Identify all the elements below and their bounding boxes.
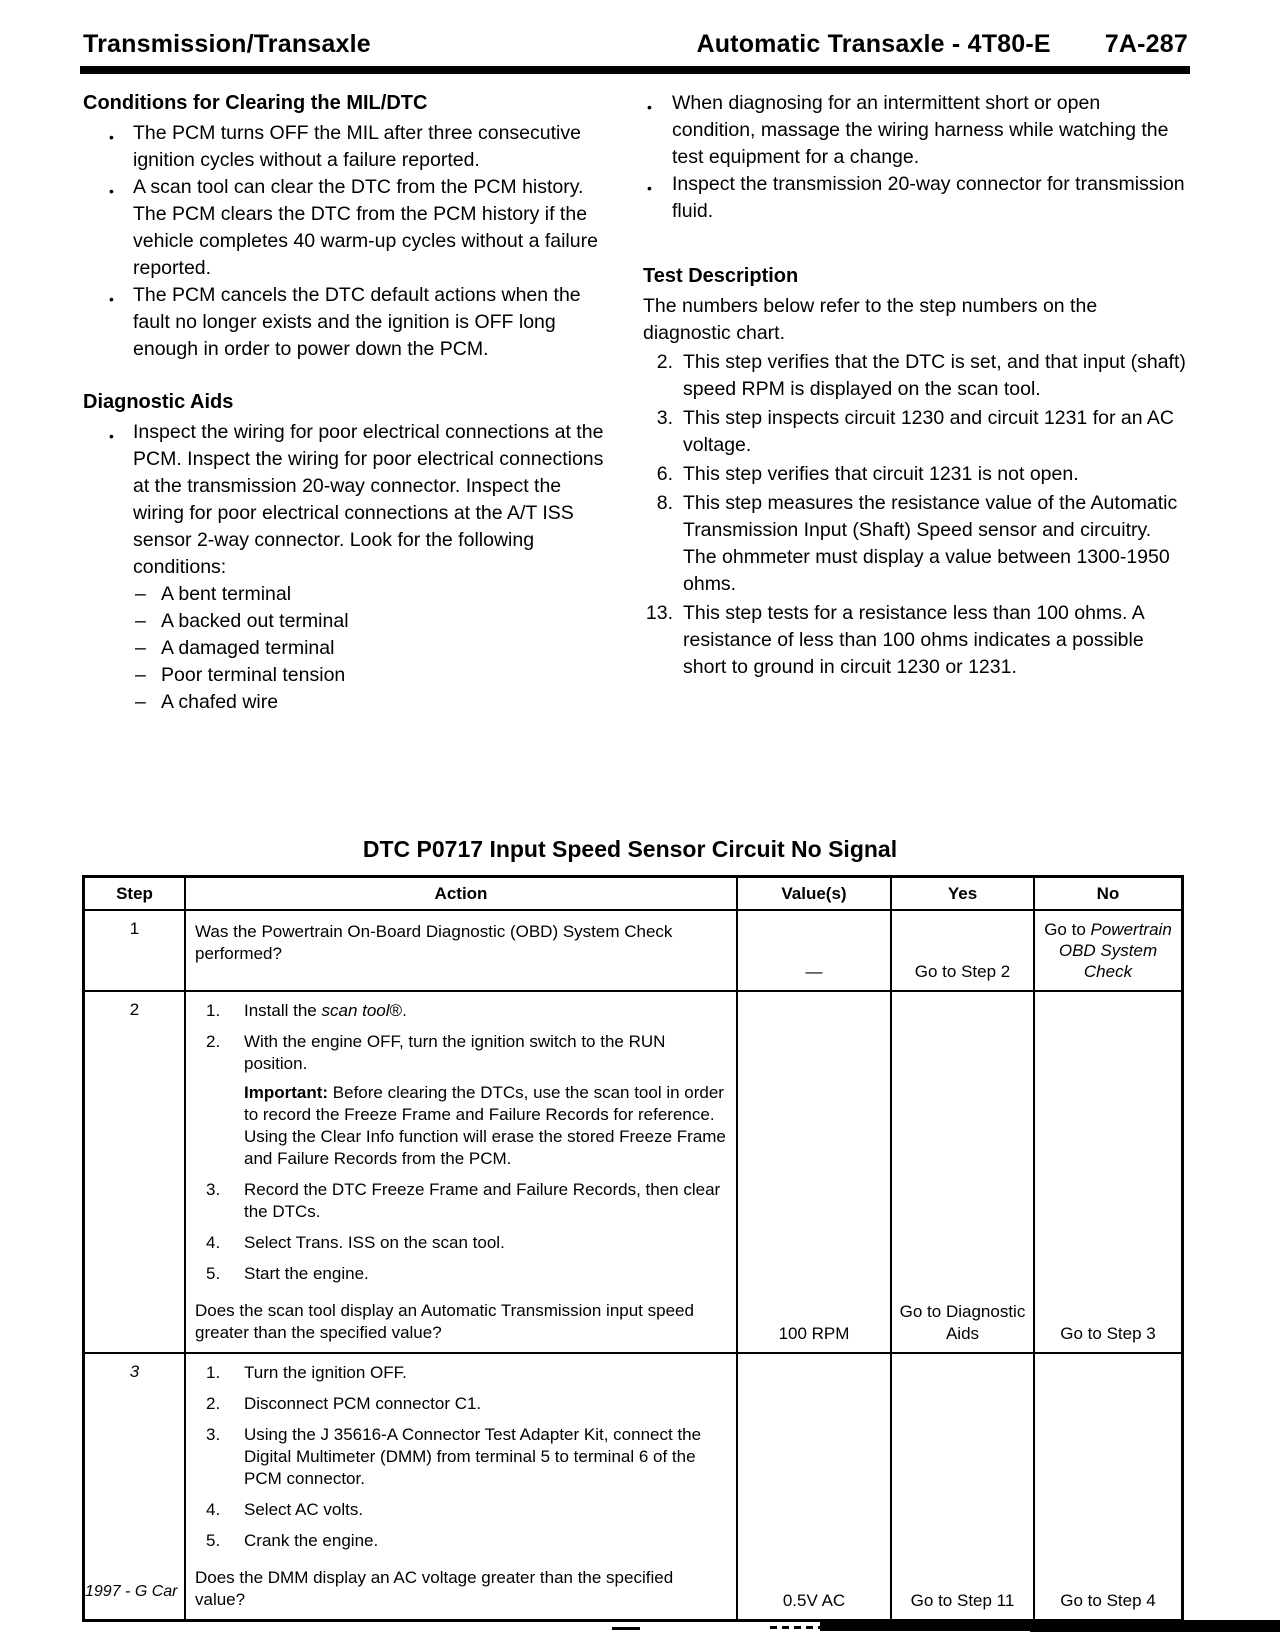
action-step-number: 1. — [206, 1001, 221, 1020]
action-step — [195, 1031, 726, 1170]
bullet-item — [643, 171, 1188, 225]
action-step-number: 3. — [206, 1425, 221, 1444]
action-step-text: Crank the engine. — [244, 1531, 379, 1550]
no-cell — [1033, 911, 1181, 990]
header-page-number: 7A-287 — [1104, 30, 1188, 58]
scan-artifact — [1030, 1620, 1280, 1632]
action-step-text: Record the DTC Freeze Frame and Failure Records, then clear the DTCs. — [244, 1180, 721, 1221]
col-header-values: Value(s) — [736, 878, 890, 909]
action-step-text: Select Trans. ISS on the scan tool. — [244, 1233, 505, 1252]
dash-icon: – — [135, 691, 146, 713]
dash-item — [135, 662, 615, 689]
action-step — [195, 1424, 726, 1490]
dash-icon: – — [135, 637, 146, 659]
test-step-text: This step tests for a resistance less than 100 ohms. A resistance of less than 100 ohms indicates a possible short to ground in circuit 1230 or 1231. — [683, 602, 1144, 678]
test-step-number: 8. — [656, 492, 673, 514]
no-text: Go to Step 4 — [1060, 1591, 1156, 1610]
dash-item — [135, 608, 615, 635]
step-cell: 1 — [129, 919, 140, 938]
action-step — [195, 1000, 726, 1022]
action-cell — [184, 911, 736, 990]
action-step — [195, 1362, 726, 1384]
bullet-text: When diagnosing for an intermittent short or open condition, massage the wiring harness while watching the test equipment for a change. — [672, 92, 1169, 168]
action-step-text: Install the scan tool®. — [244, 1001, 407, 1020]
action-step-number: 2. — [206, 1394, 221, 1413]
col-header-yes: Yes — [890, 878, 1033, 909]
header-doc-title: Automatic Transaxle - 4T80-E — [696, 30, 1051, 58]
bullet-item — [83, 419, 615, 581]
step-cell: 2 — [129, 1000, 140, 1019]
dash-item — [135, 581, 615, 608]
action-step-number: 4. — [206, 1500, 221, 1519]
yes-cell — [890, 992, 1033, 1352]
dash-icon: – — [135, 610, 146, 632]
step-cell: 3 — [129, 1362, 140, 1381]
dash-icon: – — [135, 664, 146, 686]
action-step — [195, 1499, 726, 1521]
test-step — [643, 349, 1188, 403]
yes-text: Go to Step 11 — [910, 1591, 1015, 1610]
test-step-text: This step verifies that the DTC is set, and that input (shaft) speed RPM is displayed on the scan tool. — [683, 351, 1186, 400]
value-cell — [736, 1354, 890, 1619]
test-step-number: 6. — [656, 463, 673, 485]
table-row — [85, 990, 1181, 1352]
dash-list — [83, 581, 615, 716]
action-step-number: 5. — [206, 1531, 221, 1550]
value-cell — [736, 992, 890, 1352]
action-step-number: 4. — [206, 1233, 221, 1252]
table-row — [85, 909, 1181, 990]
right-column — [643, 90, 1188, 836]
action-step-text: Disconnect PCM connector C1. — [244, 1394, 482, 1413]
bullet-icon: • — [109, 183, 114, 199]
bullet-item — [643, 90, 1188, 171]
action-step-text: With the engine OFF, turn the ignition switch to the RUN position. Important: Before clearing the DTCs, use the scan tool in order to record the Freeze Frame and Failure Records for reference. Using the Clear Info function will erase the stored Freeze Frame and Failure Records from the PCM. — [244, 1032, 726, 1168]
action-step — [195, 1393, 726, 1415]
text-columns — [83, 90, 1188, 836]
bullet-item — [83, 174, 615, 282]
bullet-icon: • — [647, 99, 652, 115]
test-description-intro: The numbers below refer to the step numbers on the diagnostic chart. — [643, 295, 1098, 344]
action-step-text: Select AC volts. — [244, 1500, 364, 1519]
footer-model-year: 1997 - G Car — [85, 1583, 178, 1600]
dash-text: A bent terminal — [161, 583, 292, 605]
dash-text: A chafed wire — [161, 691, 279, 713]
dtc-table — [82, 875, 1184, 1622]
col-header-action: Action — [184, 878, 736, 909]
yes-cell — [890, 1354, 1033, 1619]
yes-text: Go to Step 2 — [914, 962, 1011, 981]
col-header-no: No — [1033, 878, 1181, 909]
dash-text: A backed out terminal — [161, 610, 349, 632]
action-step — [195, 1263, 726, 1285]
no-text: Go to Powertrain OBD System Check — [1044, 920, 1172, 981]
test-step — [643, 461, 1188, 488]
dash-item — [135, 635, 615, 662]
value-cell — [736, 911, 890, 990]
action-step-number: 3. — [206, 1180, 221, 1199]
test-step-number: 2. — [656, 351, 673, 373]
bullet-icon: • — [109, 291, 114, 307]
yes-text: Go to Diagnostic Aids — [899, 1302, 1026, 1343]
test-step-text: This step measures the resistance value of the Automatic Transmission Input (Shaft) Speed sensor and circuitry. The ohmmeter must display a value between 1300-1950 ohms. — [683, 492, 1178, 595]
scan-artifact — [612, 1627, 640, 1630]
important-note: Important: Before clearing the DTCs, use the scan tool in order to record the Freeze Frame and Failure Records for reference. Using the Clear Info function will erase the stored Freeze Frame and Failure Records from the PCM. — [244, 1083, 726, 1168]
action-step — [195, 1179, 726, 1223]
value-text: 100 RPM — [778, 1324, 850, 1343]
action-step-number: 2. — [206, 1032, 221, 1051]
header-right — [696, 30, 1188, 59]
test-description-heading: Test Description — [643, 265, 799, 287]
dash-text: Poor terminal tension — [161, 664, 346, 686]
dash-icon: – — [135, 583, 146, 605]
action-step — [195, 1232, 726, 1254]
test-step-text: This step inspects circuit 1230 and circuit 1231 for an AC voltage. — [683, 407, 1175, 456]
test-step-number: 13. — [645, 602, 673, 624]
action-step-number: 1. — [206, 1363, 221, 1382]
dash-text: A damaged terminal — [161, 637, 335, 659]
value-text: 0.5V AC — [782, 1591, 846, 1610]
page-header — [83, 30, 1188, 59]
action-step-text: Start the engine. — [244, 1264, 369, 1283]
action-cell — [184, 1354, 736, 1619]
bullet-icon: • — [109, 428, 114, 444]
bullet-icon: • — [109, 129, 114, 145]
scan-artifact — [770, 1626, 822, 1629]
left-column — [83, 90, 615, 836]
table-header-row — [85, 878, 1181, 909]
bullet-item — [83, 120, 615, 174]
bullet-item — [83, 282, 615, 363]
action-step-text: Using the J 35616-A Connector Test Adapter Kit, connect the Digital Multimeter (DMM) from terminal 5 to terminal 6 of the PCM connector. — [244, 1425, 702, 1488]
test-step — [643, 490, 1188, 598]
action-step — [195, 1530, 726, 1552]
dtc-table-title: DTC P0717 Input Speed Sensor Circuit No Signal — [362, 836, 898, 862]
action-question: Does the DMM display an AC voltage greater than the specified value? — [195, 1568, 674, 1609]
header-rule — [80, 66, 1190, 74]
diagnostic-aids-heading: Diagnostic Aids — [83, 391, 234, 413]
bullet-text: Inspect the wiring for poor electrical connections at the PCM. Inspect the wiring for poor electrical connections at the transmission 20-way connector. Inspect the wiring for poor electrical connections at the A/T ISS sensor 2-way connector. Look for the following conditions: — [133, 421, 604, 578]
action-step-text: Turn the ignition OFF. — [244, 1363, 407, 1382]
action-cell — [184, 992, 736, 1352]
action-question: Does the scan tool display an Automatic Transmission input speed greater than the specified value? — [195, 1301, 694, 1342]
conditions-heading: Conditions for Clearing the MIL/DTC — [83, 92, 428, 114]
bullet-text: The PCM cancels the DTC default actions when the fault no longer exists and the ignition is OFF long enough in order to power down the PCM. — [133, 284, 581, 360]
test-step — [643, 600, 1188, 681]
bullet-text: A scan tool can clear the DTC from the PCM history. The PCM clears the DTC from the PCM history if the vehicle completes 40 warm-up cycles without a failure reported. — [133, 176, 598, 279]
action-question: Was the Powertrain On-Board Diagnostic (OBD) System Check performed? — [195, 922, 673, 963]
no-text: Go to Step 3 — [1060, 1324, 1156, 1343]
bullet-icon: • — [647, 180, 652, 196]
header-section-title: Transmission/Transaxle — [83, 30, 371, 58]
no-cell — [1033, 1354, 1181, 1619]
test-step-text: This step verifies that circuit 1231 is not open. — [683, 463, 1079, 485]
no-cell — [1033, 992, 1181, 1352]
test-step — [643, 405, 1188, 459]
test-step-number: 3. — [656, 407, 673, 429]
action-step-number: 5. — [206, 1264, 221, 1283]
dash-item — [135, 689, 615, 716]
col-header-step: Step — [116, 884, 153, 903]
value-text: — — [805, 962, 823, 981]
bullet-text: The PCM turns OFF the MIL after three consecutive ignition cycles without a failure reported. — [133, 122, 581, 171]
yes-cell — [890, 911, 1033, 990]
table-row — [85, 1352, 1181, 1619]
bullet-text: Inspect the transmission 20-way connector for transmission fluid. — [672, 173, 1185, 222]
